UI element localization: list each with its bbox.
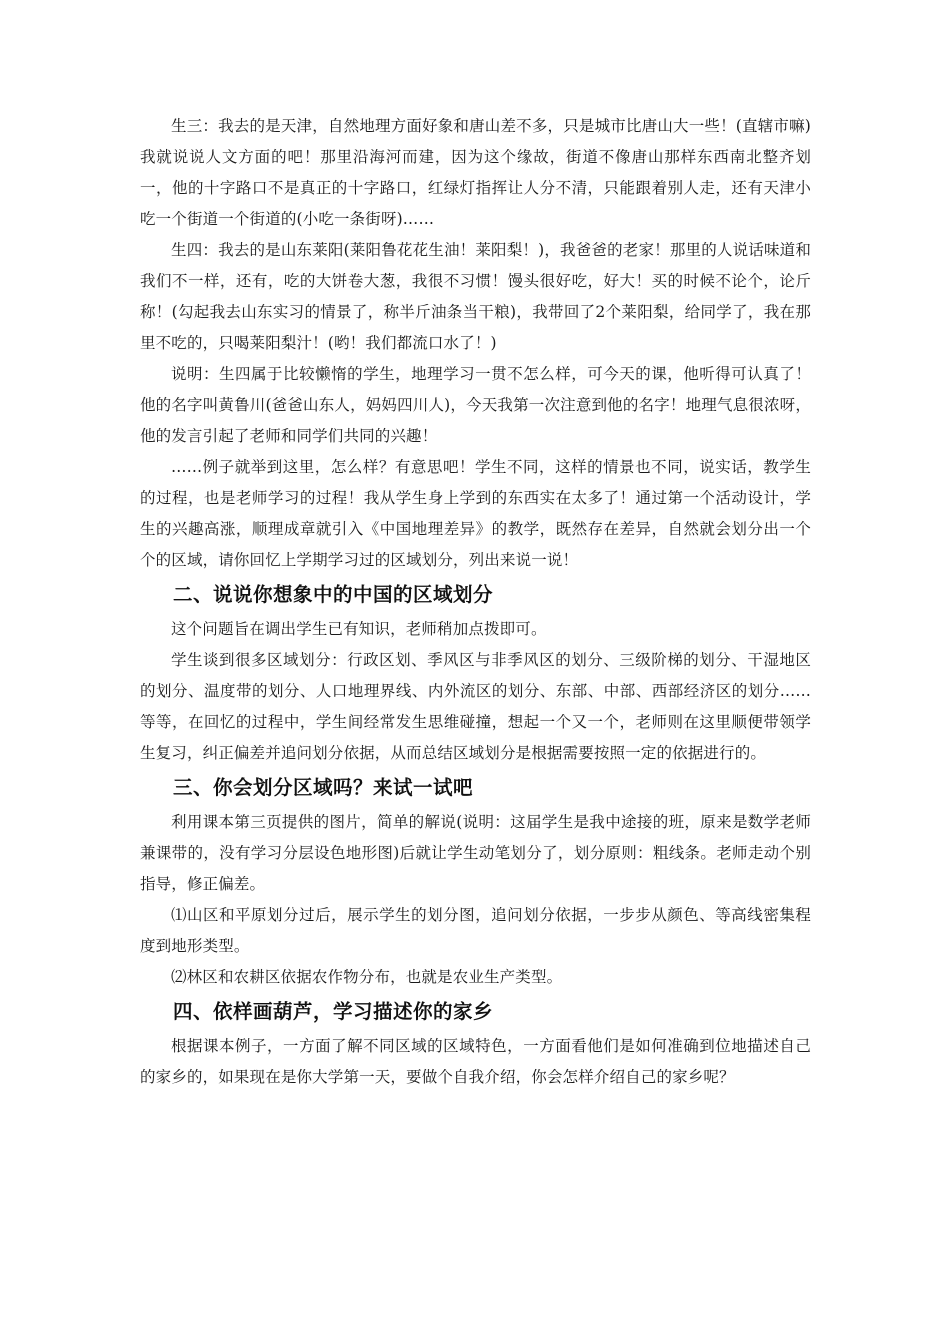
section-heading-2: 二、说说你想象中的中国的区域划分 [173,583,494,606]
section2-paragraph: 学生谈到很多区域划分：行政区划、季风区与非季风区的划分、三级阶梯的划分、干湿地区的划分、温度带的划分、人口地理界线、内外流区的划分、东部、中部、西部经济区的划分……等等，在回忆的过程中，学生间经常发生思维碰撞，想起一个又一个，老师则在这里顺便带领学生复习，纠正偏差并追问划分依据，从而总结区域划分是根据需要按照一定的依据进行的。 [140,651,811,762]
paragraph-note: 说明：生四属于比较懒惰的学生，地理学习一贯不怎么样，可今天的课，他听得可认真了！他的名字叫黄鲁川(爸爸山东人，妈妈四川人)，今天我第一次注意到他的名字！地理气息很浓呀，他的发言引起了老师和同学们共同的兴趣！ [140,365,811,445]
section-heading-4: 四、依样画葫芦，学习描述你的家乡 [173,1000,494,1023]
section-heading-3: 三、你会划分区域吗？来试一试吧 [173,776,474,799]
paragraph-transition: ……例子就举到这里，怎么样？有意思吧！学生不同，这样的情景也不同，说实话，教学生的过程，也是老师学习的过程！我从学生身上学到的东西实在太多了！通过第一个活动设计，学生的兴趣高涨，顺理成章就引入《中国地理差异》的教学，既然存在差异，自然就会划分出一个个的区域，请你回忆上学期学习过的区域划分，列出来说一说！ [140,458,811,569]
section3-paragraph: 利用课本第三页提供的图片，简单的解说(说明：这届学生是我中途接的班，原来是数学老师兼课带的，没有学习分层设色地形图)后就让学生动笔划分了，划分原则：粗线条。老师走动个别指导，修正偏差。 [140,813,811,893]
section2-paragraph: 这个问题旨在调出学生已有知识，老师稍加点拨即可。 [171,620,547,638]
paragraph-student-three: 生三：我去的是天津，自然地理方面好象和唐山差不多，只是城市比唐山大一些！(直辖市嘛)我就说说人文方面的吧！那里沿海河而建，因为这个缘故，街道不像唐山那样东西南北整齐划一，他的十字路口不是真正的十字路口，红绿灯指挥让人分不清，只能跟着别人走，还有天津小吃一个街道一个街道的(小吃一条街呀)…… [140,117,811,228]
section3-paragraph: ⑵林区和农耕区依据农作物分布，也就是农业生产类型。 [171,968,563,986]
document-body [140,111,811,1093]
section4-paragraph: 根据课本例子，一方面了解不同区域的区域特色，一方面看他们是如何准确到位地描述自己的家乡的，如果现在是你大学第一天，要做个自我介绍，你会怎样介绍自己的家乡呢？ [140,1037,811,1086]
section3-paragraph: ⑴山区和平原划分过后，展示学生的划分图，追问划分依据，一步步从颜色、等高线密集程度到地形类型。 [140,906,811,955]
paragraph-student-four: 生四：我去的是山东莱阳(莱阳鲁花花生油！莱阳梨！)，我爸爸的老家！那里的人说话味道和我们不一样，还有，吃的大饼卷大葱，我很不习惯！馒头很好吃，好大！买的时候不论个，论斤称！(勾起我去山东实习的情景了，称半斤油条当干粮)，我带回了2个莱阳梨，给同学了，我在那里不吃的，只喝莱阳梨汁！(哟！我们都流口水了！) [140,241,811,352]
